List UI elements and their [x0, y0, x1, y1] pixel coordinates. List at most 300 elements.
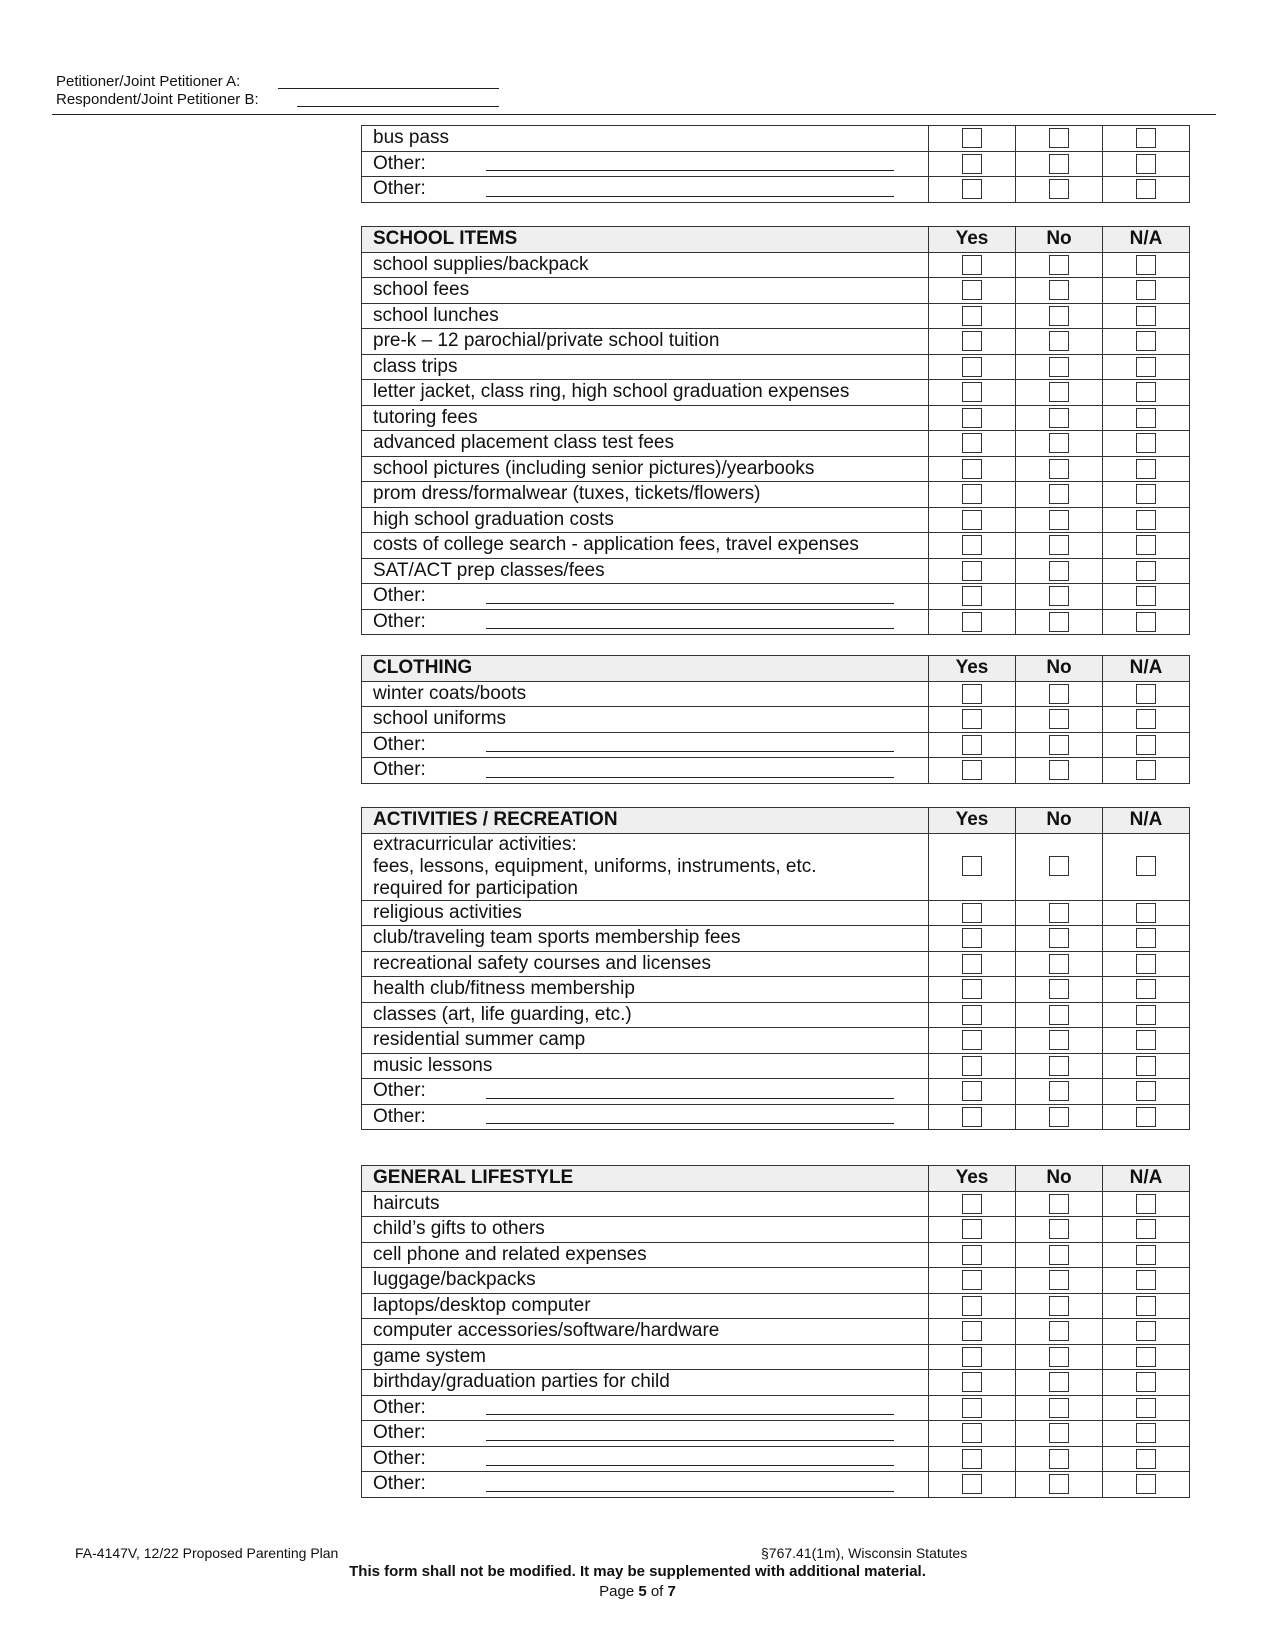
cell-yes [929, 1217, 1016, 1243]
yes-checkbox[interactable] [962, 1219, 982, 1239]
no-checkbox[interactable] [1049, 586, 1069, 606]
table-row-club-traveling-team-sports-membership-fe [362, 926, 1190, 952]
cell-no [1016, 584, 1103, 610]
no-checkbox[interactable] [1049, 1449, 1069, 1469]
column-header-no: No [1016, 227, 1103, 253]
cell-yes [929, 732, 1016, 758]
yes-checkbox[interactable] [962, 179, 982, 199]
cell-no [1016, 1319, 1103, 1345]
no-checkbox[interactable] [1049, 433, 1069, 453]
cell-no [1016, 558, 1103, 584]
cell-yes [929, 1028, 1016, 1054]
other-text-field[interactable] [486, 777, 894, 778]
item-label-cell [362, 1319, 929, 1345]
item-label-cell [362, 1344, 929, 1370]
other-text-field[interactable] [486, 751, 894, 752]
other-item [373, 585, 928, 607]
yes-checkbox[interactable] [962, 1398, 982, 1418]
yes-checkbox[interactable] [962, 1449, 982, 1469]
cell-yes [929, 1344, 1016, 1370]
no-checkbox[interactable] [1049, 928, 1069, 948]
cell-yes [929, 1002, 1016, 1028]
item-label: high school graduation costs [373, 508, 614, 530]
yes-checkbox[interactable] [962, 128, 982, 148]
modification-notice: This form shall not be modified. It may be supplemented with additional material. [349, 1563, 926, 1580]
item-label: recreational safety courses and licenses [373, 952, 711, 974]
cell-na [1103, 1028, 1190, 1054]
cell-na [1103, 1242, 1190, 1268]
table-row-extracurricular [362, 833, 1190, 900]
na-checkbox[interactable] [1136, 433, 1156, 453]
table-row-other [362, 151, 1190, 177]
no-checkbox[interactable] [1049, 510, 1069, 530]
cell-na [1103, 1293, 1190, 1319]
no-checkbox[interactable] [1049, 760, 1069, 780]
other-item [373, 1422, 928, 1444]
cell-no [1016, 1421, 1103, 1447]
yes-checkbox[interactable] [962, 612, 982, 632]
other-label: Other: [373, 1447, 426, 1469]
item-label: religious activities [373, 901, 522, 923]
section-header-row [362, 1166, 1190, 1192]
item-label-cell [362, 1079, 929, 1105]
column-header-yes: Yes [929, 808, 1016, 834]
item-label-cell [362, 1242, 929, 1268]
item-label-cell [362, 252, 929, 278]
yes-checkbox[interactable] [962, 903, 982, 923]
cell-no [1016, 1053, 1103, 1079]
other-text-field[interactable] [486, 628, 894, 629]
item-label: birthday/graduation parties for child [373, 1371, 670, 1393]
na-checkbox[interactable] [1136, 1107, 1156, 1127]
yes-checkbox[interactable] [962, 306, 982, 326]
no-checkbox[interactable] [1049, 1005, 1069, 1025]
petitioner-name-field[interactable] [278, 88, 499, 89]
na-checkbox[interactable] [1136, 280, 1156, 300]
item-label-cell [362, 151, 929, 177]
table-row-child-s-gifts-to-others [362, 1217, 1190, 1243]
yes-checkbox[interactable] [962, 154, 982, 174]
no-checkbox[interactable] [1049, 1347, 1069, 1367]
no-checkbox[interactable] [1049, 179, 1069, 199]
no-checkbox[interactable] [1049, 1372, 1069, 1392]
cell-no [1016, 758, 1103, 784]
yes-checkbox[interactable] [962, 1321, 982, 1341]
yes-checkbox[interactable] [962, 1423, 982, 1443]
no-checkbox[interactable] [1049, 1270, 1069, 1290]
no-checkbox[interactable] [1049, 1081, 1069, 1101]
cell-yes [929, 278, 1016, 304]
no-checkbox[interactable] [1049, 331, 1069, 351]
yes-checkbox[interactable] [962, 459, 982, 479]
na-checkbox[interactable] [1136, 1245, 1156, 1265]
cell-no [1016, 456, 1103, 482]
na-checkbox[interactable] [1136, 408, 1156, 428]
yes-checkbox[interactable] [962, 735, 982, 755]
yes-checkbox[interactable] [962, 535, 982, 555]
no-checkbox[interactable] [1049, 154, 1069, 174]
cell-na [1103, 177, 1190, 203]
no-checkbox[interactable] [1049, 1423, 1069, 1443]
item-label-cell [362, 329, 929, 355]
na-checkbox[interactable] [1136, 357, 1156, 377]
na-checkbox[interactable] [1136, 928, 1156, 948]
yes-checkbox[interactable] [962, 586, 982, 606]
na-checkbox[interactable] [1136, 612, 1156, 632]
na-checkbox[interactable] [1136, 586, 1156, 606]
cell-yes [929, 558, 1016, 584]
no-checkbox[interactable] [1049, 535, 1069, 555]
item-label-cell [362, 977, 929, 1003]
na-checkbox[interactable] [1136, 484, 1156, 504]
yes-checkbox[interactable] [962, 684, 982, 704]
yes-checkbox[interactable] [962, 979, 982, 999]
table-row-costs-of-college-search-application-fees [362, 533, 1190, 559]
item-label-cell [362, 1293, 929, 1319]
other-label: Other: [373, 733, 426, 755]
yes-checkbox[interactable] [962, 1005, 982, 1025]
yes-checkbox[interactable] [962, 510, 982, 530]
yes-checkbox[interactable] [962, 1474, 982, 1494]
no-checkbox[interactable] [1049, 280, 1069, 300]
other-text-field[interactable] [486, 196, 894, 197]
section-header-row [362, 656, 1190, 682]
item-label-cell [362, 1472, 929, 1498]
na-checkbox[interactable] [1136, 1056, 1156, 1076]
cell-na [1103, 431, 1190, 457]
cell-na [1103, 456, 1190, 482]
na-checkbox[interactable] [1136, 535, 1156, 555]
cell-na [1103, 405, 1190, 431]
no-checkbox[interactable] [1049, 979, 1069, 999]
yes-checkbox[interactable] [962, 1270, 982, 1290]
na-checkbox[interactable] [1136, 382, 1156, 402]
na-checkbox[interactable] [1136, 1270, 1156, 1290]
yes-checkbox[interactable] [962, 1296, 982, 1316]
other-text-field[interactable] [486, 1440, 894, 1441]
yes-checkbox[interactable] [962, 1030, 982, 1050]
activities-recreation-table [361, 807, 1190, 1130]
item-label-cell [362, 900, 929, 926]
other-item [373, 1080, 928, 1102]
item-label: laptops/desktop computer [373, 1294, 591, 1316]
na-checkbox[interactable] [1136, 1219, 1156, 1239]
cell-na [1103, 951, 1190, 977]
yes-checkbox[interactable] [962, 1372, 982, 1392]
yes-checkbox[interactable] [962, 408, 982, 428]
other-item [373, 1448, 928, 1470]
item-label-line: fees, lessons, equipment, uniforms, instruments, etc. [373, 855, 817, 877]
na-checkbox[interactable] [1136, 306, 1156, 326]
column-header-na: N/A [1103, 1166, 1190, 1192]
na-checkbox[interactable] [1136, 954, 1156, 974]
cell-no [1016, 951, 1103, 977]
table-row-music-lessons [362, 1053, 1190, 1079]
cell-yes [929, 1079, 1016, 1105]
table-row-recreational-safety-courses-and-licenses [362, 951, 1190, 977]
item-label: school pictures (including senior pictures)/yearbooks [373, 457, 815, 479]
no-checkbox[interactable] [1049, 856, 1069, 876]
no-checkbox[interactable] [1049, 1219, 1069, 1239]
item-label: child’s gifts to others [373, 1218, 545, 1240]
cell-yes [929, 1370, 1016, 1396]
yes-checkbox[interactable] [962, 1081, 982, 1101]
no-checkbox[interactable] [1049, 561, 1069, 581]
no-checkbox[interactable] [1049, 903, 1069, 923]
na-checkbox[interactable] [1136, 1005, 1156, 1025]
column-header-no: No [1016, 656, 1103, 682]
item-label-cell [362, 126, 929, 152]
other-label: Other: [373, 1422, 426, 1444]
yes-checkbox[interactable] [962, 331, 982, 351]
no-checkbox[interactable] [1049, 459, 1069, 479]
transport-continued-table [361, 125, 1190, 203]
table-row-other [362, 732, 1190, 758]
no-checkbox[interactable] [1049, 255, 1069, 275]
other-text-field[interactable] [486, 1123, 894, 1124]
na-checkbox[interactable] [1136, 684, 1156, 704]
item-label: club/traveling team sports membership fees [373, 927, 741, 949]
item-label: computer accessories/software/hardware [373, 1320, 720, 1342]
cell-na [1103, 1053, 1190, 1079]
yes-checkbox[interactable] [962, 382, 982, 402]
cell-na [1103, 1395, 1190, 1421]
na-checkbox[interactable] [1136, 760, 1156, 780]
yes-checkbox[interactable] [962, 255, 982, 275]
na-checkbox[interactable] [1136, 561, 1156, 581]
na-checkbox[interactable] [1136, 255, 1156, 275]
item-label-cell [362, 507, 929, 533]
header-rule [52, 114, 1216, 115]
other-label: Other: [373, 1473, 426, 1495]
yes-checkbox[interactable] [962, 484, 982, 504]
respondent-name-field[interactable] [297, 106, 499, 107]
cell-no [1016, 507, 1103, 533]
table-row-school-supplies-backpack [362, 252, 1190, 278]
cell-no [1016, 533, 1103, 559]
yes-checkbox[interactable] [962, 928, 982, 948]
item-label-cell [362, 732, 929, 758]
cell-no [1016, 1191, 1103, 1217]
na-checkbox[interactable] [1136, 709, 1156, 729]
na-checkbox[interactable] [1136, 179, 1156, 199]
yes-checkbox[interactable] [962, 357, 982, 377]
other-item [373, 759, 928, 781]
cell-yes [929, 456, 1016, 482]
table-row-residential-summer-camp [362, 1028, 1190, 1054]
cell-yes [929, 1446, 1016, 1472]
section-title: ACTIVITIES / RECREATION [362, 808, 929, 834]
other-text-field[interactable] [486, 603, 894, 604]
column-header-yes: Yes [929, 1166, 1016, 1192]
item-label-cell [362, 1104, 929, 1130]
other-text-field[interactable] [486, 1491, 894, 1492]
cell-na [1103, 278, 1190, 304]
na-checkbox[interactable] [1136, 1372, 1156, 1392]
column-header-no: No [1016, 1166, 1103, 1192]
cell-na [1103, 1472, 1190, 1498]
na-checkbox[interactable] [1136, 1081, 1156, 1101]
na-checkbox[interactable] [1136, 856, 1156, 876]
no-checkbox[interactable] [1049, 1194, 1069, 1214]
item-label-cell [362, 558, 929, 584]
other-item [373, 1473, 928, 1495]
section-header-row [362, 808, 1190, 834]
no-checkbox[interactable] [1049, 1474, 1069, 1494]
cell-na [1103, 1421, 1190, 1447]
item-label-cell [362, 1370, 929, 1396]
other-text-field[interactable] [486, 1414, 894, 1415]
no-checkbox[interactable] [1049, 954, 1069, 974]
cell-yes [929, 252, 1016, 278]
no-checkbox[interactable] [1049, 382, 1069, 402]
table-row-laptops-desktop-computer [362, 1293, 1190, 1319]
cell-no [1016, 926, 1103, 952]
na-checkbox[interactable] [1136, 1474, 1156, 1494]
column-header-na: N/A [1103, 808, 1190, 834]
yes-checkbox[interactable] [962, 1245, 982, 1265]
no-checkbox[interactable] [1049, 1030, 1069, 1050]
cell-no [1016, 177, 1103, 203]
other-label: Other: [373, 152, 426, 174]
no-checkbox[interactable] [1049, 1056, 1069, 1076]
table-row-winter-coats-boots [362, 681, 1190, 707]
other-item [373, 734, 928, 756]
na-checkbox[interactable] [1136, 1194, 1156, 1214]
yes-checkbox[interactable] [962, 709, 982, 729]
yes-checkbox[interactable] [962, 1056, 982, 1076]
cell-na [1103, 329, 1190, 355]
na-checkbox[interactable] [1136, 154, 1156, 174]
table-row-school-fees [362, 278, 1190, 304]
yes-checkbox[interactable] [962, 856, 982, 876]
no-checkbox[interactable] [1049, 735, 1069, 755]
other-label: Other: [373, 1396, 426, 1418]
other-label: Other: [373, 1105, 426, 1127]
na-checkbox[interactable] [1136, 1423, 1156, 1443]
cell-na [1103, 1319, 1190, 1345]
table-row-other [362, 1472, 1190, 1498]
na-checkbox[interactable] [1136, 1449, 1156, 1469]
no-checkbox[interactable] [1049, 357, 1069, 377]
cell-no [1016, 833, 1103, 900]
cell-na [1103, 732, 1190, 758]
other-text-field[interactable] [486, 1098, 894, 1099]
cell-na [1103, 1268, 1190, 1294]
cell-na [1103, 681, 1190, 707]
yes-checkbox[interactable] [962, 433, 982, 453]
table-row-class-trips [362, 354, 1190, 380]
respondent-label: Respondent/Joint Petitioner B: [56, 91, 259, 108]
table-row-luggage-backpacks [362, 1268, 1190, 1294]
yes-checkbox[interactable] [962, 1347, 982, 1367]
other-text-field[interactable] [486, 1465, 894, 1466]
cell-na [1103, 558, 1190, 584]
item-label-cell [362, 1395, 929, 1421]
na-checkbox[interactable] [1136, 1296, 1156, 1316]
yes-checkbox[interactable] [962, 280, 982, 300]
item-label-cell [362, 431, 929, 457]
table-row-cell-phone-and-related-expenses [362, 1242, 1190, 1268]
na-checkbox[interactable] [1136, 979, 1156, 999]
item-label-cell [362, 405, 929, 431]
cell-no [1016, 303, 1103, 329]
table-row-letter-jacket-class-ring-high-school-gra [362, 380, 1190, 406]
school-items-table [361, 226, 1190, 635]
table-row-other [362, 609, 1190, 635]
cell-no [1016, 380, 1103, 406]
cell-no [1016, 707, 1103, 733]
column-header-yes: Yes [929, 227, 1016, 253]
cell-na [1103, 1446, 1190, 1472]
other-item [373, 1397, 928, 1419]
no-checkbox[interactable] [1049, 408, 1069, 428]
na-checkbox[interactable] [1136, 459, 1156, 479]
yes-checkbox[interactable] [962, 1194, 982, 1214]
no-checkbox[interactable] [1049, 684, 1069, 704]
other-label: Other: [373, 585, 426, 607]
yes-checkbox[interactable] [962, 954, 982, 974]
no-checkbox[interactable] [1049, 612, 1069, 632]
cell-na [1103, 354, 1190, 380]
no-checkbox[interactable] [1049, 1107, 1069, 1127]
no-checkbox[interactable] [1049, 306, 1069, 326]
cell-na [1103, 833, 1190, 900]
table-row-prom-dress-formalwear-tuxes-tickets-flow [362, 482, 1190, 508]
item-label-cell [362, 681, 929, 707]
na-checkbox[interactable] [1136, 735, 1156, 755]
item-label-cell [362, 707, 929, 733]
cell-yes [929, 329, 1016, 355]
na-checkbox[interactable] [1136, 331, 1156, 351]
cell-yes [929, 900, 1016, 926]
yes-checkbox[interactable] [962, 760, 982, 780]
table-row-other [362, 1421, 1190, 1447]
item-label-cell [362, 1268, 929, 1294]
cell-na [1103, 303, 1190, 329]
na-checkbox[interactable] [1136, 903, 1156, 923]
no-checkbox[interactable] [1049, 1245, 1069, 1265]
table-row-haircuts [362, 1191, 1190, 1217]
other-text-field[interactable] [486, 170, 894, 171]
na-checkbox[interactable] [1136, 1347, 1156, 1367]
yes-checkbox[interactable] [962, 1107, 982, 1127]
no-checkbox[interactable] [1049, 1321, 1069, 1341]
item-label-line: extracurricular activities: [373, 833, 577, 855]
no-checkbox[interactable] [1049, 709, 1069, 729]
other-item [373, 178, 928, 200]
cell-yes [929, 1395, 1016, 1421]
cell-na [1103, 977, 1190, 1003]
yes-checkbox[interactable] [962, 561, 982, 581]
na-checkbox[interactable] [1136, 1321, 1156, 1341]
na-checkbox[interactable] [1136, 1398, 1156, 1418]
cell-na [1103, 926, 1190, 952]
no-checkbox[interactable] [1049, 128, 1069, 148]
no-checkbox[interactable] [1049, 1398, 1069, 1418]
no-checkbox[interactable] [1049, 484, 1069, 504]
no-checkbox[interactable] [1049, 1296, 1069, 1316]
na-checkbox[interactable] [1136, 510, 1156, 530]
item-label [362, 833, 929, 900]
na-checkbox[interactable] [1136, 128, 1156, 148]
cell-no [1016, 405, 1103, 431]
cell-yes [929, 1472, 1016, 1498]
item-label-cell [362, 1421, 929, 1447]
na-checkbox[interactable] [1136, 1030, 1156, 1050]
column-header-na: N/A [1103, 227, 1190, 253]
cell-na [1103, 126, 1190, 152]
